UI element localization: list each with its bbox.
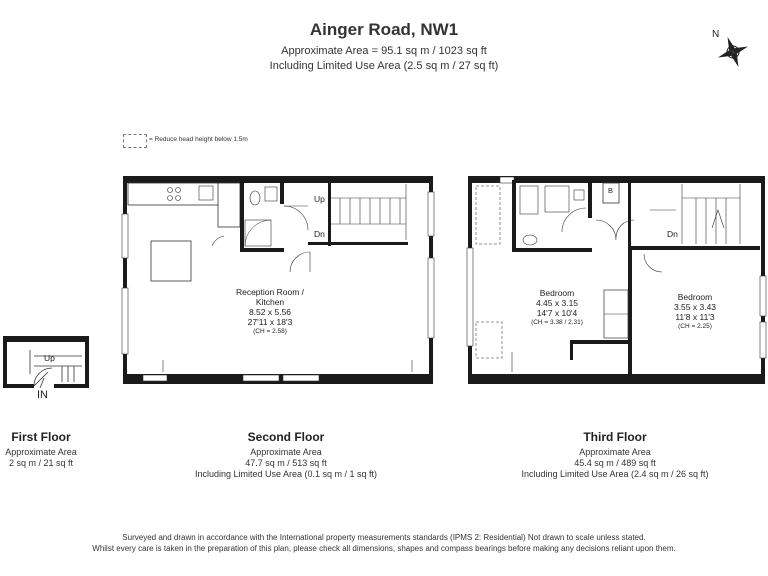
reception-room-name-2: Kitchen xyxy=(255,297,285,307)
bedroom-1-metric: 4.45 x 3.15 xyxy=(535,298,579,308)
reception-room-name-1: Reception Room / xyxy=(235,287,305,297)
third-floor-caption xyxy=(495,430,735,480)
third-floor-area-label: Approximate Area xyxy=(579,447,651,457)
third-floor-name: Third Floor xyxy=(583,430,647,444)
second-floor-stair-up: Up xyxy=(314,194,325,204)
second-floor-limited-area: Including Limited Use Area (0.1 sq m / 1 sq ft) xyxy=(194,469,378,479)
first-floor-caption xyxy=(0,430,82,469)
bedroom-2-imperial: 11'8 x 11'3 xyxy=(675,312,715,322)
footer-disclaimer-2: Whilst every care is taken in the preparation of this plan, please check all dimensions, shapes and compass bearings before making any decisions reliant upon them. xyxy=(92,544,676,553)
first-floor-name: First Floor xyxy=(11,430,71,444)
third-floor-stair-down: Dn xyxy=(667,229,678,239)
bedroom-2-name: Bedroom xyxy=(677,292,713,302)
bedroom-1-label xyxy=(512,288,602,328)
reception-room-imperial: 27'11 x 18'3 xyxy=(247,317,293,327)
bedroom-2-label xyxy=(650,292,740,332)
entrance-label: IN xyxy=(37,389,48,401)
plan-title: Ainger Road, NW1 xyxy=(309,20,459,39)
reception-room-label xyxy=(220,287,320,337)
second-floor-area: 47.7 sq m / 513 sq ft xyxy=(245,458,327,468)
bedroom-1-imperial: 14'7 x 10'4 xyxy=(536,308,578,318)
footer-disclaimer-1: Surveyed and drawn in accordance with the International property measurements standards (IPMS 2: Residential) Not drawn to scale unless stated. xyxy=(122,533,646,542)
first-floor-plan xyxy=(5,338,87,388)
first-floor-stair-up: Up xyxy=(44,353,55,363)
second-floor-plan xyxy=(122,176,434,382)
boiler-label: B xyxy=(608,186,614,195)
approximate-area: Approximate Area = 95.1 sq m / 1023 sq ft xyxy=(281,45,487,57)
third-floor-area: 45.4 sq m / 489 sq ft xyxy=(574,458,656,468)
bedroom-2-metric: 3.55 x 3.43 xyxy=(673,302,717,312)
first-floor-area: 2 sq m / 21 sq ft xyxy=(8,458,74,468)
legend-text: = Reduce head height below 1.5m xyxy=(149,136,248,143)
second-floor-caption xyxy=(170,430,402,480)
third-floor-plan xyxy=(467,176,766,382)
bedroom-2-ceiling-height: (CH = 2.25) xyxy=(678,323,712,330)
second-floor-area-label: Approximate Area xyxy=(250,447,322,457)
limited-height-legend-swatch xyxy=(123,134,147,148)
limited-use-area: Including Limited Use Area (2.5 sq m / 27 sq ft) xyxy=(269,60,499,72)
compass-rose-icon xyxy=(712,31,753,72)
third-floor-limited-area: Including Limited Use Area (2.4 sq m / 26 sq ft) xyxy=(521,469,709,479)
bedroom-1-ceiling-height: (CH = 3.38 / 2.31) xyxy=(531,319,583,326)
compass-north-label: N xyxy=(712,29,720,40)
first-floor-area-label: Approximate Area xyxy=(5,447,77,457)
reception-room-metric: 8.52 x 5.56 xyxy=(248,307,292,317)
second-floor-stair-down: Dn xyxy=(314,229,325,239)
bedroom-1-name: Bedroom xyxy=(539,288,575,298)
second-floor-name: Second Floor xyxy=(247,430,325,444)
reception-room-ceiling-height: (CH = 2.58) xyxy=(253,328,287,335)
